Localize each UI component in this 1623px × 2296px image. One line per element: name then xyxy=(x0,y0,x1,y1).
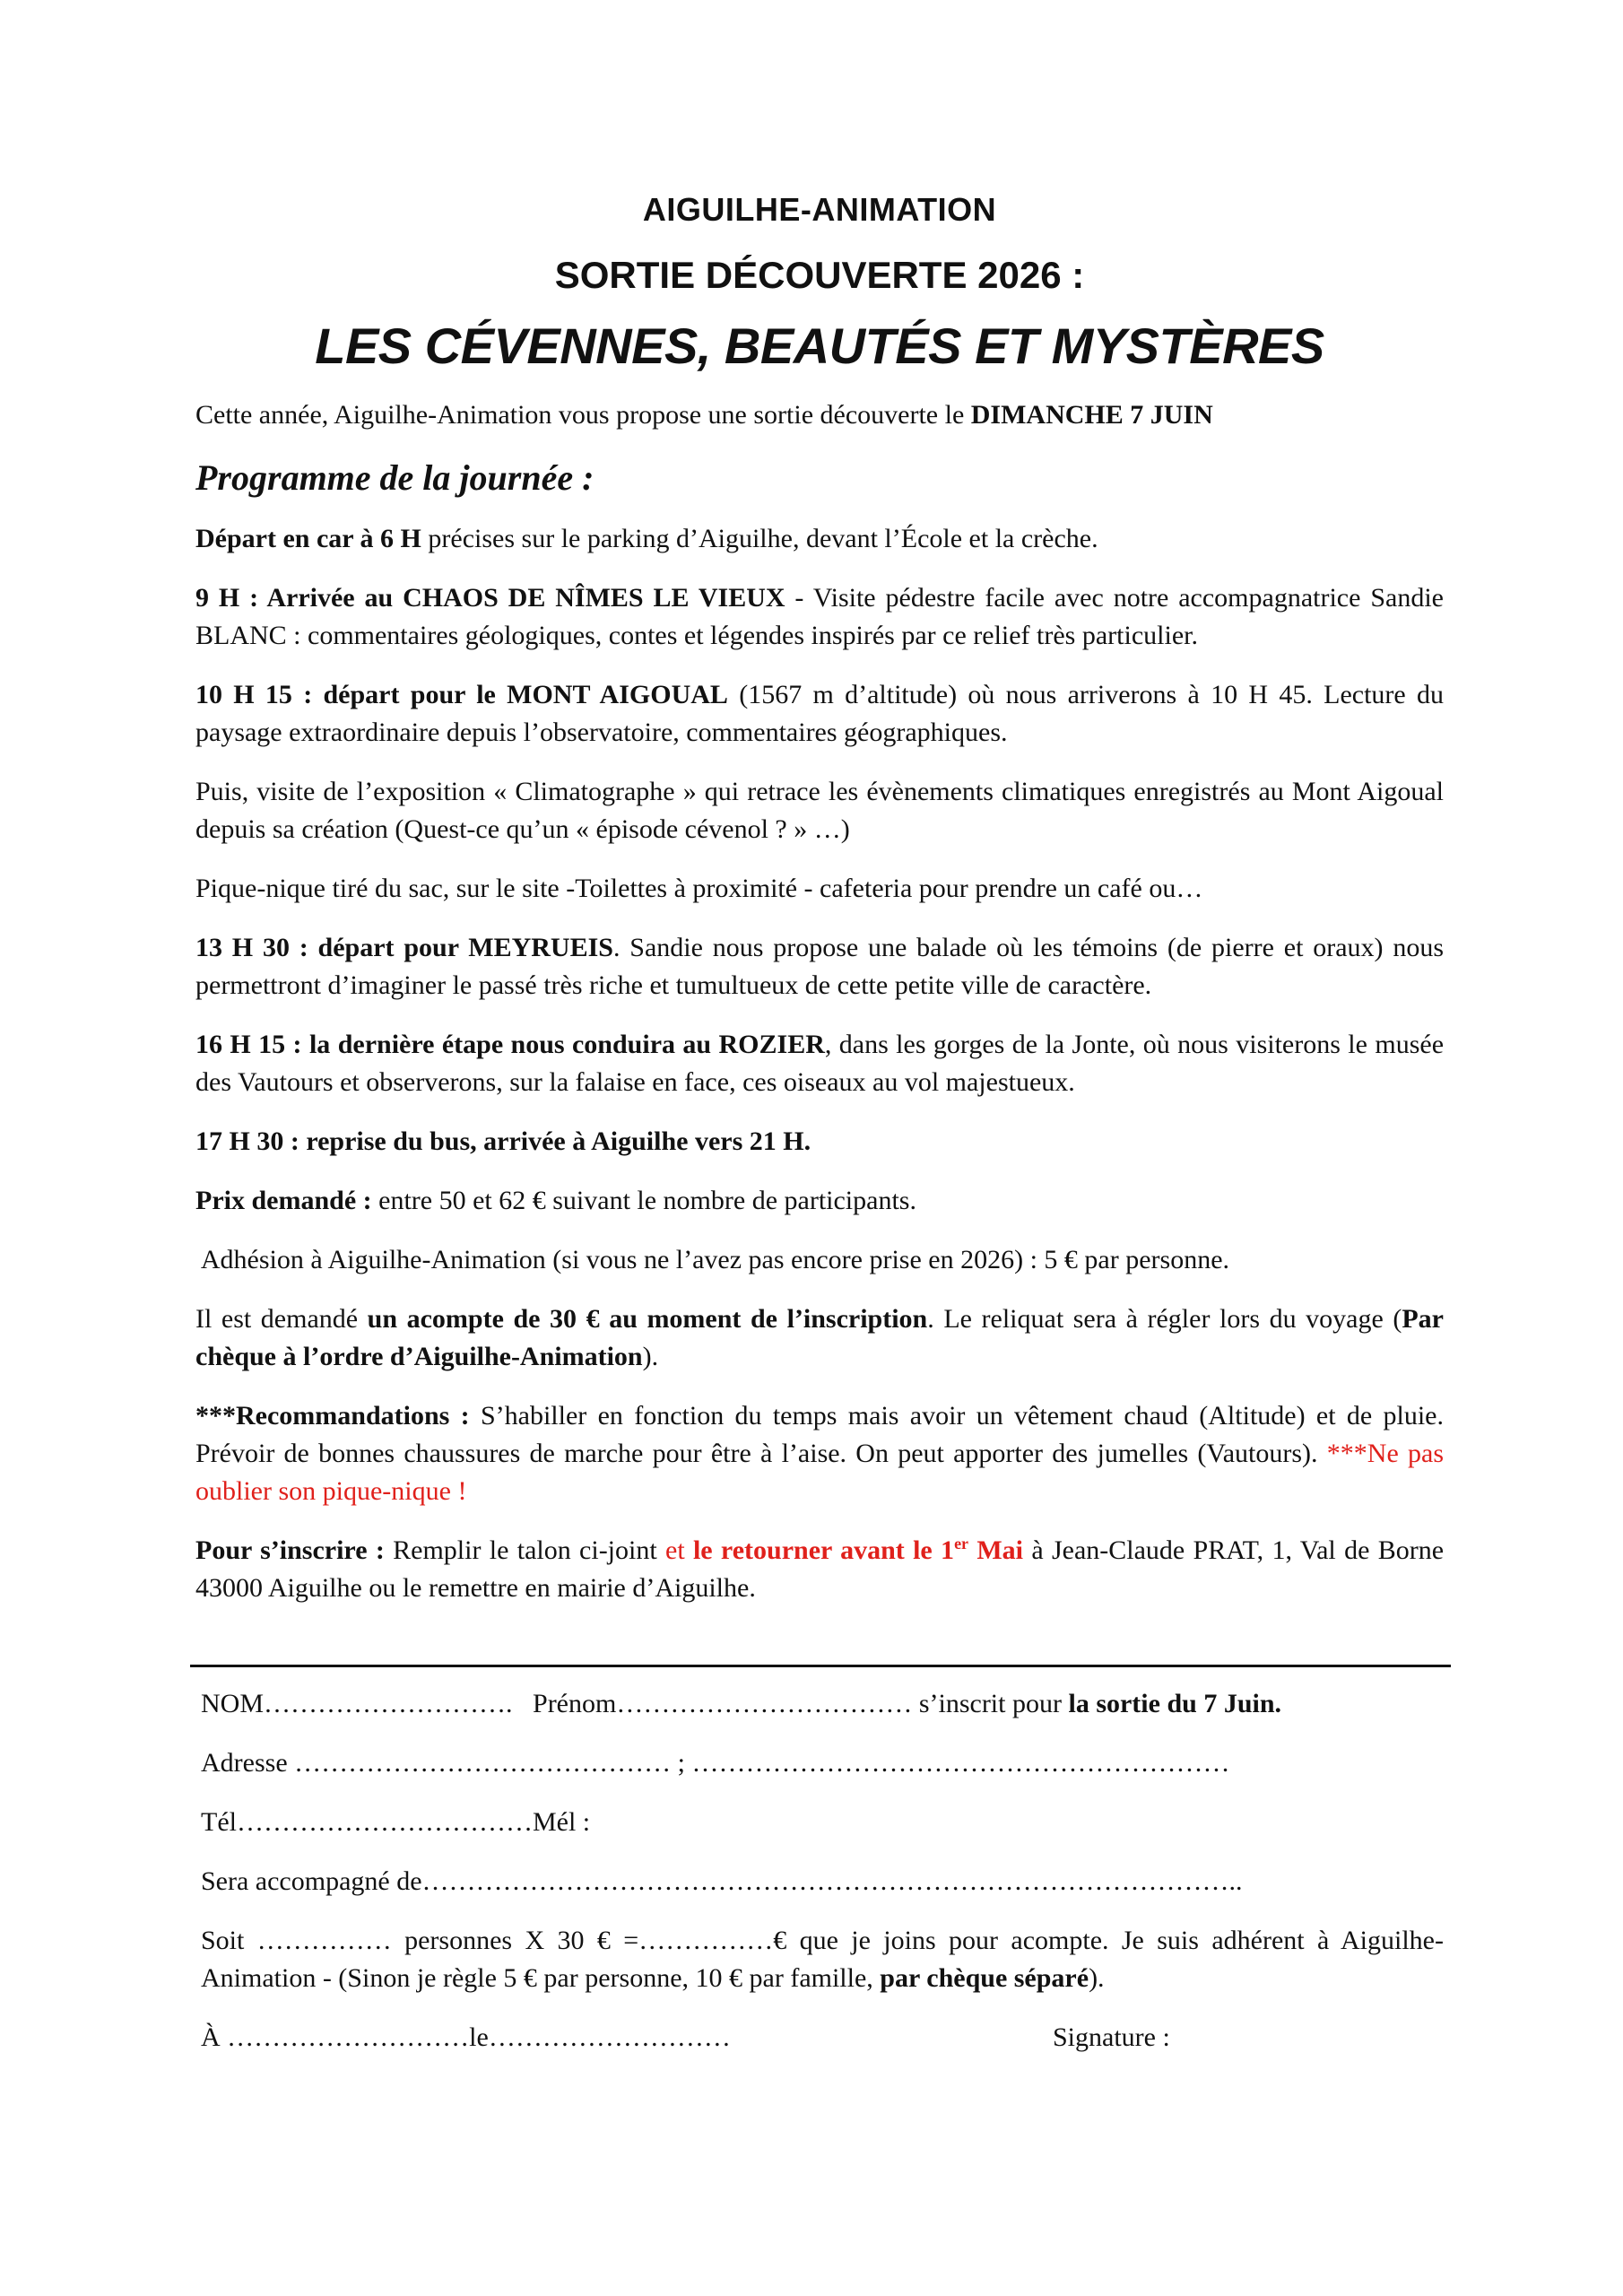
main-title: LES CÉVENNES, BEAUTÉS ET MYSTÈRES xyxy=(315,317,1324,374)
acompte-paragraph: Il est demandé un acompte de 30 € au moment de l’inscription. Le reliquat sera à régler lors du voyage (Par chèque à l’ordre d’Aiguilhe-Animation). xyxy=(195,1304,1444,1371)
form-payment-line[interactable]: Soit …………… personnes X 30 € =……………€ que je joins pour acompte. Je suis adhérent à Aiguilhe-Animation - (Sinon je règle 5 € par personne, 10 € par famille, par chèque séparé). xyxy=(201,1926,1444,1993)
meyrueis-paragraph: 13 H 30 : départ pour MEYRUEIS. Sandie nous propose une balade où les témoins (de pierre et oraux) nous permettront d’imaginer le passé très riche et tumultueux de cette petite ville de caractère. xyxy=(195,933,1444,1000)
chaos-paragraph: 9 H : Arrivée au CHAOS DE NÎMES LE VIEUX - Visite pédestre facile avec notre accompagnatrice Sandie BLANC : commentaires géologiques, contes et légendes inspirés par ce relief très particulier. xyxy=(195,583,1444,650)
inscription-paragraph: Pour s’inscrire : Remplir le talon ci-joint et le retourner avant le 1er Mai à Jean-Claude PRAT, 1, Val de Borne 43000 Aiguilhe ou le remettre en mairie d’Aiguilhe. xyxy=(195,1535,1445,1603)
form-place-date-line[interactable]: À ………………………le……………………… Signature : xyxy=(195,2019,1444,2057)
form-phone-email-line[interactable]: Tél……………………………Mél : xyxy=(201,1807,591,1837)
deadline-text: le retourner avant le 1 xyxy=(692,1535,955,1565)
form-companions-line[interactable]: Sera accompagné de……………………………………………………………………………….. xyxy=(201,1866,1243,1896)
rozier-paragraph: 16 H 15 : la dernière étape nous conduira au ROZIER, dans les gorges de la Jonte, où nous visiterons le musée des Vautours et observerons, sur la falaise en face, ces oiseaux au vol majestueux. xyxy=(195,1030,1445,1097)
programme-heading: Programme de la journée : xyxy=(195,457,595,498)
depart-paragraph: Départ en car à 6 H précises sur le parking d’Aiguilhe, devant l’École et la crèche. xyxy=(195,524,1098,553)
sortie-title: SORTIE DÉCOUVERTE 2026 : xyxy=(554,254,1085,296)
prix-paragraph: Prix demandé : entre 50 et 62 € suivant le nombre de participants. xyxy=(195,1186,916,1215)
intro-paragraph: Cette année, Aiguilhe-Animation vous propose une sortie découverte le DIMANCHE 7 JUIN xyxy=(195,400,1213,430)
aigoual-paragraph: 10 H 15 : départ pour le MONT AIGOUAL (1567 m d’altitude) où nous arriverons à 10 H 45. Lecture du paysage extraordinaire depuis l’observatoire, commentaires géographiques. xyxy=(195,680,1445,747)
org-title: AIGUILHE-ANIMATION xyxy=(642,191,997,228)
expo-paragraph: Puis, visite de l’exposition « Climatographe » qui retrace les évènements climatiques enregistrés au Mont Aigoual depuis sa création (Quest-ce qu’un « épisode cévenol ? » …) xyxy=(195,777,1444,844)
retour-paragraph: 17 H 30 : reprise du bus, arrivée à Aiguilhe vers 21 H. xyxy=(195,1126,812,1156)
cut-line-divider xyxy=(190,1665,1451,1667)
form-name-line[interactable]: NOM………………………. Prénom…………………………… s’inscrit pour la sortie du 7 Juin. xyxy=(201,1689,1282,1718)
form-address-line[interactable]: Adresse …………………………………… ; …………………………………………………… xyxy=(201,1748,1230,1778)
recommandations-paragraph: ***Recommandations : S’habiller en fonction du temps mais avoir un vêtement chaud (Altitude) et de pluie. Prévoir de bonnes chaussures de marche pour être à l’aise. On peut apporter des jumelles (Vautours). ***Ne pas oublier son pique-nique ! xyxy=(195,1401,1444,1506)
picnic-warning: ***Ne pas oublier son pique-nique ! xyxy=(195,1439,1444,1506)
signature-label: Signature : xyxy=(1053,2022,1170,2052)
intro-date: DIMANCHE 7 JUIN xyxy=(970,400,1213,430)
adhesion-paragraph: Adhésion à Aiguilhe-Animation (si vous ne l’avez pas encore prise en 2026) : 5 € par personne. xyxy=(195,1245,1230,1274)
registration-form xyxy=(195,1685,1444,2057)
piquenique-paragraph: Pique-nique tiré du sac, sur le site -Toilettes à proximité - cafeteria pour prendre un café ou… xyxy=(195,874,1203,903)
